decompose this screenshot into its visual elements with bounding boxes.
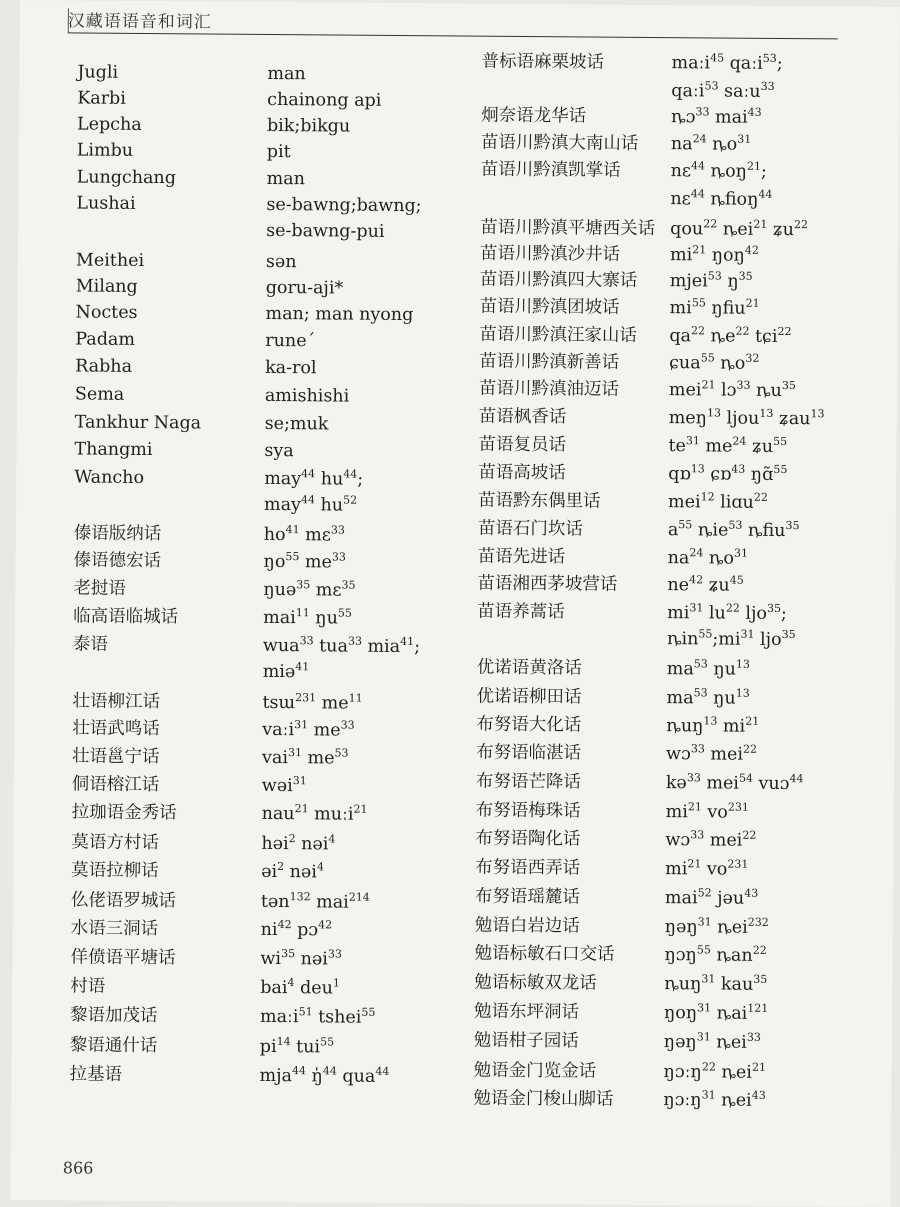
right-word-form: kə$^{33}$ mei$^{54}$ vuɔ$^{44}$	[665, 771, 804, 795]
left-language-name: Noctes	[75, 302, 138, 323]
left-language-name: Thangmi	[74, 439, 153, 461]
right-language-name: 勉语东坪洞话	[473, 1001, 580, 1023]
page-number: 866	[62, 1158, 94, 1178]
right-word-form: $qa^{22}$ $ȵe^{22}$ tɕi$^{22}$	[669, 324, 792, 347]
right-language-name: 布努语陶化话	[475, 828, 581, 850]
right-word-form: $ma^{53}$ $ŋu^{13}$	[666, 686, 750, 709]
right-language-name: 布努语梅珠话	[475, 800, 581, 822]
left-word-form: $pi^{14}$ tui$^{55}$	[259, 1035, 335, 1058]
left-word-form: se-bawng-pui	[266, 220, 385, 242]
left-word-form: nau$^{21}$ muːi$^{21}$	[261, 802, 368, 825]
left-word-form: mja$^{44}$ ŋ̍$^{44}$ qua$^{44}$	[259, 1064, 390, 1087]
right-language-name: 苗语先进话	[477, 546, 566, 568]
right-word-form: ȵɔ$^{33}$ mai$^{43}$	[671, 105, 762, 128]
right-word-form: mjei$^{53}$ $ŋ^{35}$	[669, 269, 753, 292]
left-language-name: 泰语	[72, 634, 109, 655]
right-word-form: qou$^{22}$ ȵei$^{21}$ ʑu$^{22}$	[670, 217, 809, 241]
right-word-form: mai$^{52}$ jəu$^{43}$	[664, 886, 759, 909]
left-language-name: 佯偾语平塘话	[70, 947, 176, 969]
right-language-name: 苗语湘西茅坡营话	[477, 573, 618, 595]
right-language-name: 苗语黔东偶里话	[478, 490, 601, 512]
right-word-form: $na^{24}$ $ȵo^{31}$	[670, 132, 752, 155]
right-word-form: wɔ$^{33}$ mei$^{22}$	[665, 828, 757, 851]
right-language-name: 苗语枫香话	[478, 406, 567, 428]
right-language-name: 苗语养蒿话	[477, 601, 565, 623]
left-word-form: sya	[264, 440, 294, 462]
right-word-form: ŋoŋ$^{31}$ ȵai$^{121}$	[663, 1001, 769, 1024]
left-word-form: əi$^2$ nəi$^4$	[261, 860, 325, 883]
right-word-form: $mi^{55}$ ŋfiu$^{21}$	[669, 296, 760, 319]
left-language-name: Jugli	[77, 62, 119, 83]
right-word-form: mei$^{12}$ liɑu$^{22}$	[667, 490, 768, 513]
right-word-form: ŋəŋ$^{31}$ ȵei$^{33}$	[663, 1030, 761, 1053]
left-word-form: tən$^{132}$ mai$^{214}$	[260, 890, 370, 913]
right-word-form: ŋɔːŋ$^{22}$ ȵei$^{21}$	[663, 1060, 767, 1083]
left-language-name: Lungchang	[76, 167, 177, 189]
right-word-form: $ne^{42}$ ʑu$^{45}$	[667, 573, 744, 596]
right-language-name: 勉语金门览金话	[473, 1060, 597, 1082]
right-word-form: $mi^{21}$ ŋoŋ$^{42}$	[669, 243, 759, 266]
right-word-form: meŋ$^{13}$ ljou$^{13}$ ʑau$^{13}$	[668, 406, 825, 430]
right-word-form: ŋɔːŋ$^{31}$ ȵei$^{43}$	[663, 1088, 766, 1111]
right-language-name: 勉语柑子园话	[473, 1030, 579, 1052]
right-language-name: 苗语川黔滇新善话	[479, 351, 620, 373]
left-word-form: $ŋo^{55}$ $me^{33}$	[263, 550, 347, 573]
right-language-name: 布努语西弄话	[475, 857, 581, 879]
left-language-name: Lushai	[76, 193, 136, 214]
left-word-form: $ho^{41}$ mɛ$^{33}$	[263, 523, 345, 546]
left-word-form: goru-aji*	[265, 277, 344, 299]
right-word-form: $te^{31}$ $me^{24}$ ʑu$^{55}$	[668, 434, 788, 457]
right-word-form: ŋəŋ$^{31}$ ȵei$^{232}$	[664, 915, 769, 938]
right-language-name: 苗语石门坎话	[477, 518, 583, 540]
left-language-name: 壮语柳江话	[72, 691, 161, 713]
right-language-name: 苗语川黔滇团坡话	[479, 296, 620, 318]
left-language-name: 黎语通什话	[69, 1035, 158, 1057]
left-language-name: Milang	[75, 276, 138, 297]
left-word-form: may$^{44}$ $hu^{52}$	[263, 493, 358, 516]
left-language-name: 村语	[70, 976, 106, 997]
left-word-form: bik;bikgu	[266, 115, 351, 137]
left-word-form: həi$^2$ nəi$^4$	[261, 832, 336, 855]
left-word-form: $ni^{42}$ pɔ$^{42}$	[260, 918, 333, 941]
right-word-form: $mi^{21}$ $vo^{231}$	[665, 800, 749, 823]
right-language-name: 苗语川黔滇大南山话	[480, 132, 639, 154]
right-language-name: 优诺语黄洛话	[476, 657, 582, 679]
book-page	[11, 0, 900, 1207]
right-word-form: ȵuŋ$^{31}$ kau$^{35}$	[664, 972, 768, 995]
left-word-form: vaːi$^{31}$ $me^{33}$	[262, 718, 355, 741]
left-language-name: 水语三洞话	[70, 918, 159, 940]
right-word-form: $mi^{31}$ $lu^{22}$ ljo$^{35}$;	[667, 601, 787, 625]
right-word-form: qɒ$^{13}$ ɕɒ$^{43}$ ŋɑ̃$^{55}$	[668, 462, 788, 485]
left-language-name: 傣语德宏话	[73, 550, 162, 572]
left-language-name: Rabha	[75, 356, 133, 377]
left-word-form: bai$^4$ deu$^1$	[260, 976, 340, 999]
right-language-name: 勉语标敏双龙话	[474, 972, 597, 994]
left-language-name: Karbi	[77, 88, 126, 109]
left-word-form: tsɯ$^{231}$ $me^{11}$	[262, 691, 363, 714]
right-word-form: wɔ$^{33}$ mei$^{22}$	[666, 742, 758, 765]
left-language-name: 拉基语	[69, 1064, 123, 1085]
right-word-form: nɛ$^{44}$ ȵfioŋ$^{44}$	[670, 187, 773, 210]
right-language-name: 苗语川黔滇平塘西关话	[480, 217, 656, 239]
right-language-name: 苗语川黔滇沙井话	[479, 243, 621, 265]
left-language-name: Padam	[75, 329, 136, 350]
right-language-name: 布努语瑶麓话	[474, 886, 581, 908]
left-word-form: mai$^{11}$ $ŋu^{55}$	[263, 606, 352, 629]
right-word-form: $ȵin^{55};mi^{31}$ ljo$^{35}$	[666, 627, 796, 651]
right-language-name: 苗语川黔滇四大寨话	[479, 269, 638, 291]
left-language-name: 侗语榕江话	[71, 774, 160, 796]
right-word-form: maːi$^{45}$ qaːi$^{53}$;	[671, 51, 783, 74]
right-language-name: 苗语川黔滇汪家山话	[479, 324, 637, 346]
right-language-name: 勉语白岩边话	[474, 915, 580, 937]
left-word-form: chainong api	[267, 89, 382, 111]
right-language-name: 苗语川黔滇凯掌话	[480, 159, 621, 181]
left-word-form: ka-rol	[265, 357, 317, 379]
left-language-name: 仫佬语罗城话	[70, 890, 177, 912]
right-language-name: 勉语金门梭山脚话	[473, 1088, 614, 1110]
left-language-name: Tankhur Naga	[74, 412, 202, 434]
running-head: 汉藏语语音和词汇	[67, 11, 212, 33]
right-word-form: $a^{55}$ ȵie$^{53}$ ȵfiu$^{35}$	[667, 518, 800, 542]
left-word-form: man; man nyong	[265, 303, 414, 326]
left-language-name: 莫语拉柳话	[71, 860, 159, 882]
left-word-form: man	[267, 63, 306, 85]
right-language-name: 炯奈语龙华话	[481, 105, 587, 127]
left-language-name: Lepcha	[76, 114, 142, 135]
left-word-form: miə$^{41}$	[262, 660, 310, 683]
left-language-name: 壮语武鸣话	[72, 718, 160, 740]
left-language-name: 壮语邕宁话	[71, 746, 160, 768]
left-word-form: amishishi	[264, 385, 350, 407]
right-word-form: $na^{24}$ $ȵo^{31}$	[667, 546, 749, 569]
left-word-form: $wi^{35}$ nəi$^{33}$	[260, 947, 342, 970]
right-word-form: ȵuŋ$^{13}$ $mi^{21}$	[666, 714, 760, 737]
left-word-form: pit	[266, 141, 291, 163]
right-word-form: $ma^{53}$ $ŋu^{13}$	[666, 657, 750, 680]
right-word-form: nɛ$^{44}$ ȵoŋ$^{21}$;	[670, 159, 767, 182]
left-language-name: 拉珈语金秀话	[71, 802, 177, 824]
left-word-form: maːi$^{51}$ tshei$^{55}$	[259, 1005, 376, 1028]
right-language-name: 苗语川黔滇油迈话	[478, 378, 620, 400]
right-language-name: 布努语芒降话	[475, 771, 581, 793]
right-language-name: 优诺语柳田话	[476, 686, 582, 708]
right-word-form: qaːi$^{53}$ saːu$^{33}$	[671, 79, 775, 102]
left-word-form: se;muk	[264, 413, 329, 435]
left-language-name: 黎语加茂话	[69, 1005, 158, 1027]
right-language-name: 普标语麻栗坡话	[481, 51, 605, 73]
left-word-form: man	[266, 168, 305, 190]
right-language-name: 布努语临湛话	[476, 742, 582, 764]
left-word-form: vai$^{31}$ $me^{53}$	[261, 746, 349, 769]
left-word-form: wəi$^{31}$	[261, 774, 307, 797]
left-word-form: may$^{44}$ $hu^{44}$;	[264, 467, 364, 490]
right-word-form: ɕua$^{55}$ $ȵo^{32}$	[669, 351, 760, 374]
right-word-form: ŋɔŋ$^{55}$ ȵan$^{22}$	[664, 943, 767, 966]
right-language-name: 勉语标敏石口交话	[474, 943, 615, 965]
left-language-name: Wancho	[74, 467, 145, 488]
header-rule	[68, 32, 838, 39]
left-language-name: Meithei	[75, 250, 145, 271]
left-word-form: wua$^{33}$ tua$^{33}$ mia$^{41}$;	[262, 634, 421, 658]
left-word-form: se-bawng;bawng;	[266, 194, 422, 217]
right-language-name: 布努语大化话	[476, 714, 582, 736]
left-language-name: Limbu	[76, 140, 134, 161]
left-language-name: 傣语版纳话	[73, 523, 162, 545]
left-language-name: 临高语临城话	[73, 606, 179, 628]
right-language-name: 苗语高坡话	[478, 462, 566, 484]
left-language-name: Sema	[74, 384, 125, 405]
right-word-form: mei$^{21}$ lɔ$^{33}$ $ȵu^{35}$	[668, 378, 796, 401]
left-language-name: 老挝语	[73, 578, 126, 599]
left-language-name: 莫语方村话	[71, 832, 159, 854]
left-word-form: ŋuə$^{35}$ mɛ$^{35}$	[263, 578, 356, 601]
right-word-form: $mi^{21}$ $vo^{231}$	[665, 857, 749, 880]
left-word-form: rune´	[265, 330, 316, 352]
left-word-form: sən	[265, 251, 297, 273]
right-language-name: 苗语复员话	[478, 434, 567, 456]
